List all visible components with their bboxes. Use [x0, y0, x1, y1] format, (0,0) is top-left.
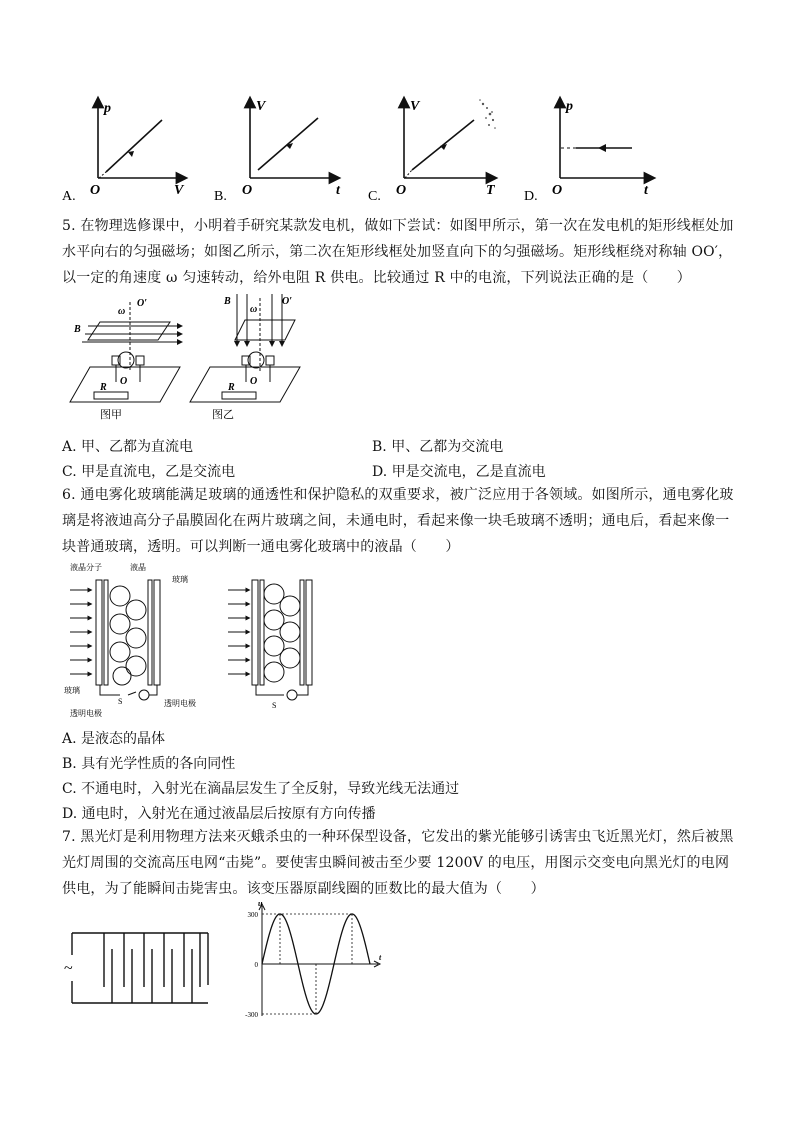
graph-c-xaxis: T [486, 183, 495, 198]
graph-a-letter: A. [62, 189, 76, 204]
graph-b [214, 99, 341, 204]
q7-voltage-chart [236, 898, 386, 1023]
q6-label-glass-left: 玻璃 [64, 686, 80, 695]
q6-choice-a[interactable]: A. 是液态的晶体 [62, 731, 166, 747]
q7-stem [62, 824, 742, 902]
q5-choice-a[interactable]: A. 甲、乙都为直流电 [62, 439, 194, 455]
q6-label-glass-top: 玻璃 [172, 575, 188, 584]
chart-x-label: t [379, 953, 382, 962]
graph-a-xaxis: V [174, 183, 184, 198]
q5-yi-field: B [224, 296, 231, 307]
q5-line-3: 以一定的角速度 ω 匀速转动，给外电阻 R 供电。比较通过 R 中的电流，下列说法正确的是（ ） [62, 270, 691, 286]
chart-ytick-label: 0 [254, 961, 258, 969]
graph-c [368, 99, 496, 204]
chart-ytick-label: -300 [245, 1011, 258, 1019]
q5-jia-axis-top: O′ [137, 298, 148, 309]
q5-yi-axis-top: O′ [282, 296, 293, 307]
q5-caption-yi: 图乙 [212, 409, 234, 421]
q6-left-switch: S [118, 697, 123, 706]
chart-axes [259, 904, 380, 1016]
graph-c-line [412, 120, 474, 170]
q6-right-switch: S [272, 701, 277, 710]
q6-line-1: 6. 通电雾化玻璃能满足玻璃的通透性和保护隐私的双重要求，被广泛应用于各领域。如图所示，通电雾化玻 [62, 487, 734, 503]
ac-source-icon: ~ [64, 960, 73, 977]
q5-choice-b[interactable]: B. 甲、乙都为交流电 [372, 439, 504, 455]
q6-line-3: 块普通玻璃，透明。可以判断一通电雾化玻璃中的液晶（ ） [62, 539, 460, 555]
graph-a-yaxis: p [104, 101, 111, 116]
q6-right-panel [228, 580, 312, 700]
graph-a-origin: O [90, 183, 101, 198]
q6-label-crystal: 液晶 [130, 563, 146, 572]
graph-c-yaxis: V [410, 99, 420, 114]
q5-jia-axis-bottom: O [120, 376, 128, 387]
q6-label-electrode-right: 透明电极 [164, 699, 196, 708]
q6-label-electrode-left: 透明电极 [70, 709, 102, 718]
graph-d-yaxis: p [566, 99, 573, 114]
q7-line-1: 7. 黑光灯是利用物理方法来灭蛾杀虫的一种环保型设备，它发出的紫光能够引诱害虫飞近黑光灯，然后被黑 [62, 829, 734, 845]
q6-choice-d[interactable]: D. 通电时，入射光在通过液晶层后按原有方向传播 [62, 806, 376, 822]
q6-choice-b[interactable]: B. 具有光学性质的各向同性 [62, 756, 236, 772]
q5-choice-c[interactable]: C. 甲是直流电，乙是交流电 [62, 464, 236, 480]
q7-line-3: 供电，为了能瞬间击毙害虫。该变压器原副线圈的匝数比的最大值为（ ） [62, 881, 545, 897]
q5-yi-omega: ω [250, 304, 258, 315]
q7-line-2: 光灯周围的交流高压电网“击毙”。要使害虫瞬间被击至少要 1200V 的电压，用图示交变电向黑光灯的电网 [62, 855, 730, 871]
figure-jia [70, 302, 180, 402]
graph-b-origin: O [242, 183, 253, 198]
graph-b-xaxis: t [336, 183, 340, 198]
top-graphs-row [0, 90, 794, 205]
q5-yi-resistor: R [228, 382, 235, 393]
graph-b-yaxis: V [256, 99, 266, 114]
q5-figure [60, 292, 320, 428]
q6-left-panel [70, 580, 160, 700]
q5-line-1: 5. 在物理选修课中，小明着手研究某款发电机，做如下尝试：如图甲所示，第一次在发电机的矩形线框处加 [62, 218, 734, 234]
chart-y-label: u [258, 899, 263, 908]
graph-b-letter: B. [214, 189, 227, 204]
q5-choice-d[interactable]: D. 甲是交流电，乙是直流电 [372, 464, 546, 480]
smudge-marks [479, 99, 496, 129]
chart-ytick-label: 300 [247, 911, 258, 919]
q5-caption-jia: 图甲 [100, 409, 122, 421]
graph-a-line [106, 120, 162, 172]
figure-yi [190, 294, 300, 402]
q5-jia-resistor: R [100, 382, 107, 393]
q7-grid-figure [60, 925, 220, 1010]
q6-label-molecule: 液晶分子 [70, 563, 102, 572]
graph-c-origin: O [396, 183, 407, 198]
q5-jia-field: B [74, 324, 81, 335]
graph-a [62, 101, 185, 204]
q5-stem [62, 213, 742, 291]
q5-yi-axis-bottom: O [250, 376, 258, 387]
graph-d-xaxis: t [644, 183, 648, 198]
q5-line-2: 水平向右的匀强磁场；如图乙所示，第二次在矩形线框处加竖直向下的匀强磁场。矩形线框绕对称轴 OO′， [62, 244, 733, 260]
q6-choice-c[interactable]: C. 不通电时，入射光在滴晶层发生了全反射，导致光线无法通过 [62, 781, 460, 797]
graph-d-origin: O [552, 183, 563, 198]
graph-b-line [258, 118, 318, 170]
q6-figure [60, 560, 340, 720]
graph-d [524, 99, 650, 204]
graph-d-letter: D. [524, 189, 538, 204]
q6-stem [62, 482, 742, 560]
q6-line-2: 璃是将液迪高分子晶膜固化在两片玻璃之间，未通电时，看起来像一块毛玻璃不透明；通电后，看起来像一 [62, 513, 730, 529]
graph-c-letter: C. [368, 189, 381, 204]
q5-jia-omega: ω [118, 306, 126, 317]
